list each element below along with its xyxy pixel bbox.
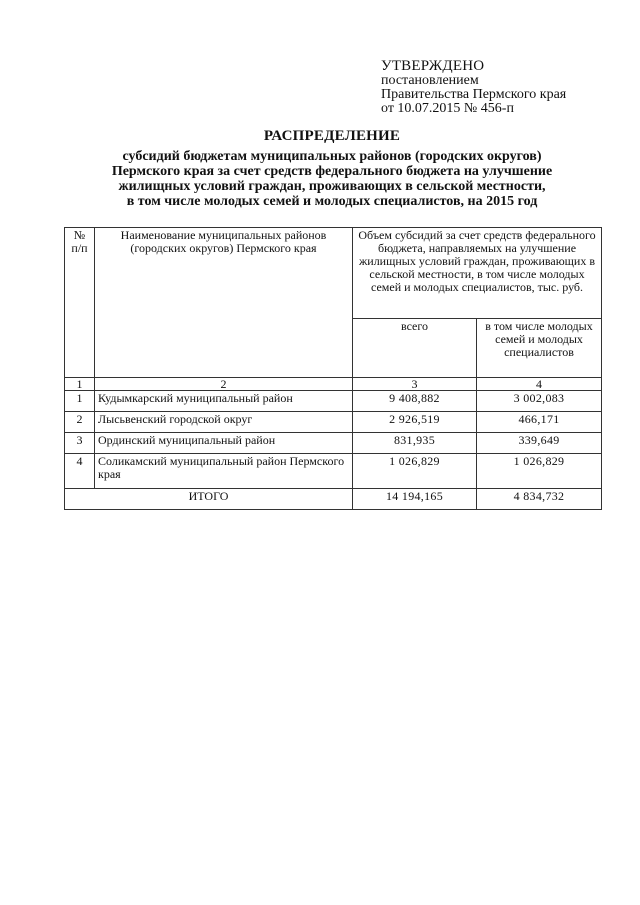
row-municipality: Кудымкарский муниципальный район: [95, 391, 353, 412]
subsidy-table: [64, 227, 602, 510]
header-number: № п/п: [65, 228, 95, 378]
row-number: 3: [65, 433, 95, 454]
approval-line-government: Правительства Пермского края: [381, 87, 567, 102]
approval-title: УТВЕРЖДЕНО: [381, 58, 485, 74]
document-title: РАСПРЕДЕЛЕНИЕ: [263, 128, 401, 144]
approval-stamp: [381, 58, 611, 116]
row-total: 1 026,829: [353, 454, 477, 489]
row-total: 2 926,519: [353, 412, 477, 433]
total-young: 4 834,732: [477, 489, 602, 510]
header-young-families: в том числе молодых семей и молодых специалистов: [477, 319, 602, 378]
column-number: 1: [65, 378, 95, 391]
subtitle-line: жилищных условий граждан, проживающих в сельской местности,: [118, 179, 546, 194]
table-header-row: [65, 228, 602, 319]
column-numbers-row: [65, 378, 602, 391]
column-number: 3: [353, 378, 477, 391]
row-municipality: Ординский муниципальный район: [95, 433, 353, 454]
row-young: 466,171: [477, 412, 602, 433]
row-number: 4: [65, 454, 95, 489]
subtitle-line: в том числе молодых семей и молодых специалистов, на 2015 год: [126, 194, 538, 209]
header-municipality: Наименование муниципальных районов (городских округов) Пермского края: [95, 228, 353, 378]
column-number: 4: [477, 378, 602, 391]
row-total: 831,935: [353, 433, 477, 454]
table-row: [65, 412, 602, 433]
subtitle-line: Пермского края за счет средств федерального бюджета на улучшение: [111, 164, 553, 179]
header-subsidy-volume: Объем субсидий за счет средств федерального бюджета, направляемых на улучшение жилищных условий граждан, проживающих в сельской местности, в том числе молодых семей и молодых специалистов, тыс. руб.: [353, 228, 602, 319]
row-young: 339,649: [477, 433, 602, 454]
table-row: [65, 454, 602, 489]
subtitle-line: субсидий бюджетам муниципальных районов (городских округов): [122, 149, 542, 164]
approval-line-date: от 10.07.2015 № 456-п: [381, 101, 514, 116]
column-number: 2: [95, 378, 353, 391]
total-label: ИТОГО: [65, 489, 353, 510]
row-young: 1 026,829: [477, 454, 602, 489]
approval-line-resolution: постановлением: [381, 73, 479, 88]
row-young: 3 002,083: [477, 391, 602, 412]
table-row: [65, 433, 602, 454]
table-row: [65, 391, 602, 412]
table-total-row: [65, 489, 602, 510]
document-subtitle: [64, 149, 600, 209]
row-number: 2: [65, 412, 95, 433]
row-number: 1: [65, 391, 95, 412]
row-total: 9 408,882: [353, 391, 477, 412]
row-municipality: Лысьвенский городской округ: [95, 412, 353, 433]
row-municipality: Соликамский муниципальный район Пермского края: [95, 454, 353, 489]
total-sum: 14 194,165: [353, 489, 477, 510]
header-total: всего: [353, 319, 477, 378]
